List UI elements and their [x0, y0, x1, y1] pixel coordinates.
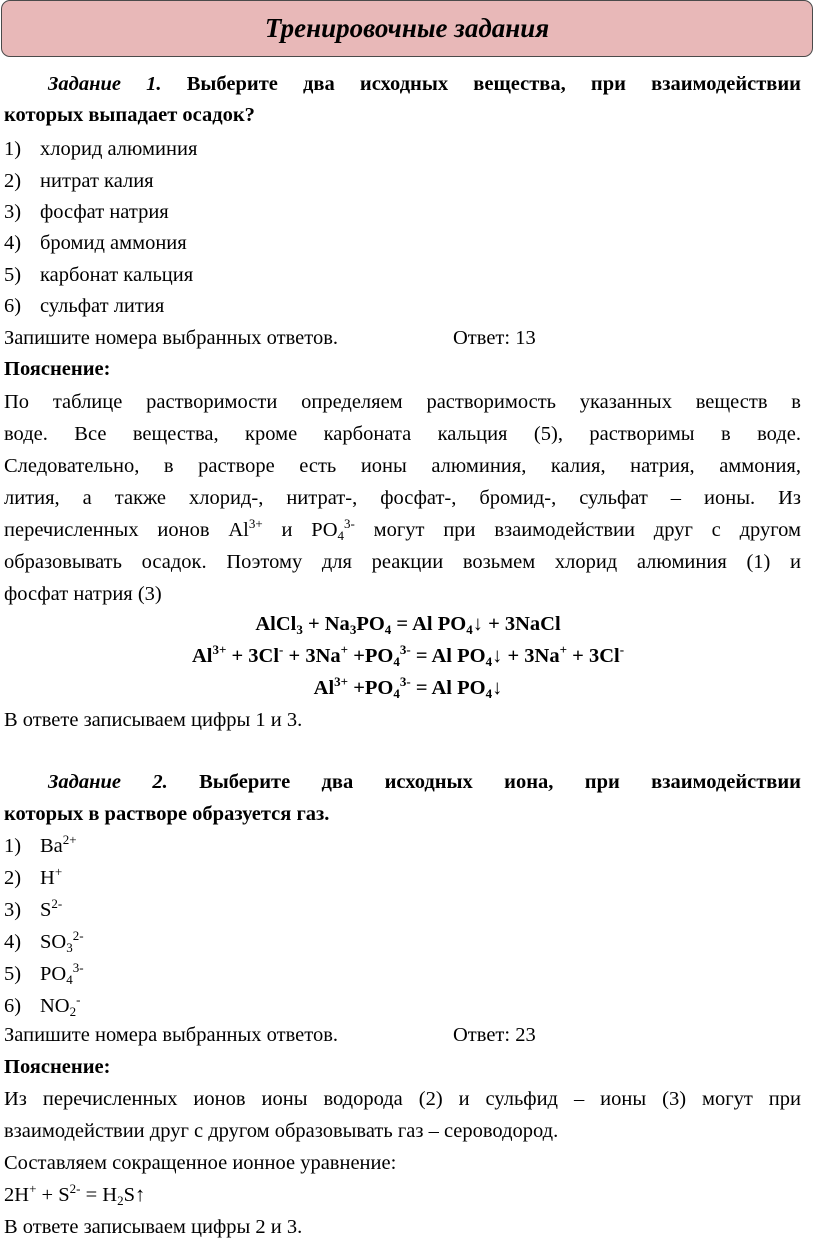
molecular-equation: AlCl$_3$ + $Na_3PO_4 = Al$ $PO_4↓$ + 3NaCl — [255, 613, 561, 637]
task2-ionic-equation: $2H^+ + S^{2-}$ = $H_2S↑$ — [4, 1181, 146, 1208]
task1-explanation-line: воде. Все вещества, кроме карбоната кальция (5), растворимы в воде. — [4, 423, 801, 445]
task1-explanation-line: Следовательно, в растворе есть ионы алюминия, калия, натрия, аммония, — [4, 455, 801, 477]
task1-explanation-title: Пояснение: — [4, 358, 111, 380]
task2-option: 4) $SO_3^{2-}$ — [4, 928, 84, 955]
task2-explanation-line: взаимодействии друг с другом образовывать газ – сероводород. — [4, 1120, 559, 1142]
task1-option: 6) сульфат лития — [4, 295, 165, 317]
task1-explanation-line: По таблице растворимости определяем растворимость указанных веществ в — [4, 391, 801, 413]
task2-option: 6) $NO_2^-$ — [4, 992, 81, 1019]
task1-question-line1: Задание 1. Выберите два исходных вещества, при взаимодействии — [48, 73, 801, 95]
task1-option: 1) хлорид алюминия — [4, 138, 198, 160]
task2-option: 2) H+ — [4, 864, 63, 889]
task2-explanation-title: Пояснение: — [4, 1056, 111, 1078]
task1-option: 2) нитрат калия — [4, 170, 154, 192]
task1-explanation-line: перечисленных ионов $Al^{3+}$ и $PO_4^{3-}$ могут при взаимодействии друг с другом — [4, 516, 801, 543]
task1-answer: Ответ: 13 — [453, 327, 536, 349]
task1-option: 5) карбонат кальция — [4, 264, 194, 286]
task1-label: Задание 1. — [48, 73, 162, 95]
task2-option: 1) $Ba^{2+}$ — [4, 832, 77, 857]
task2-explanation-line: Составляем сокращенное ионное уравнение: — [4, 1152, 397, 1174]
task1-conclusion: В ответе записываем цифры 1 и 3. — [4, 709, 303, 731]
task1-question-line2: которых выпадает осадок? — [4, 104, 255, 126]
task1-option: 4) бромид аммония — [4, 232, 187, 254]
task2-prompt: Запишите номера выбранных ответов. — [4, 1024, 339, 1046]
section-banner — [1, 0, 813, 57]
task1-explanation-line: фосфат натрия (3) — [4, 583, 162, 605]
task2-conclusion: В ответе записываем цифры 2 и 3. — [4, 1216, 303, 1238]
task2-label: Задание 2. — [48, 771, 168, 793]
task2-answer: Ответ: 23 — [453, 1024, 536, 1046]
task2-option: 5) $PO_4^{3-}$ — [4, 960, 84, 987]
task1-option: 3) фосфат натрия — [4, 201, 169, 223]
task2-question-line2: которых в растворе образуется газ. — [4, 803, 330, 825]
task1-explanation-line: образовывать осадок. Поэтому для реакции возьмем хлорид алюминия (1) и — [4, 551, 801, 573]
task2-question-line1: Задание 2. Выберите два исходных иона, при взаимодействии — [48, 771, 801, 793]
task1-prompt: Запишите номера выбранных ответов. — [4, 327, 339, 349]
task2-explanation-line: Из перечисленных ионов ионы водорода (2) и сульфид – ионы (3) могут при — [4, 1088, 801, 1110]
page-title: Тренировочные задания — [264, 13, 550, 43]
task1-explanation-line: лития, а также хлорид-, нитрат-, фосфат-, бромид-, сульфат – ионы. Из — [4, 487, 801, 509]
short-ionic-equation: $Al^{3+} +PO_4^{3-} = Al$ $PO_4↓$ — [313, 674, 503, 701]
full-ionic-equation: $Al^{3+} + 3Cl^- + 3Na^+ +PO_4^{3-} = Al$ $PO_4↓ + 3Na^+ + 3Cl^-$ — [191, 642, 625, 669]
task2-option: 3) $S^{2-}$ — [4, 896, 63, 921]
